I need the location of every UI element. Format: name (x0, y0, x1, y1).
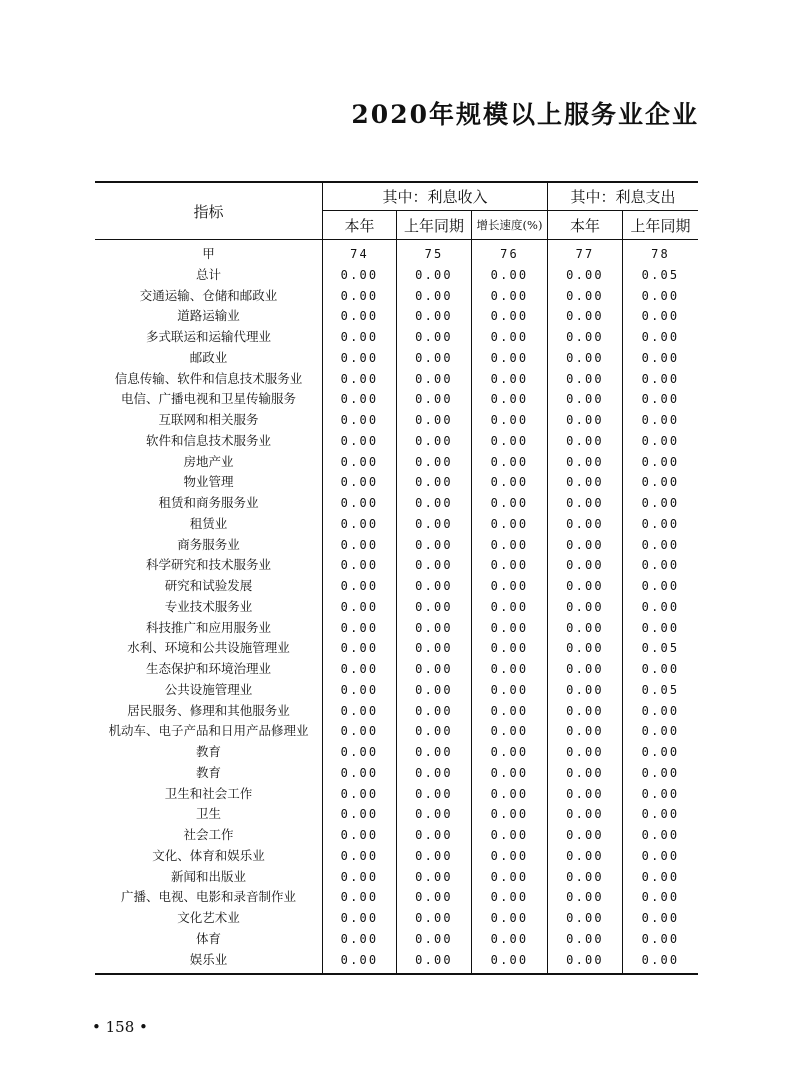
cell-value: 0.00 (490, 330, 529, 344)
row-label: 道路运输业 (177, 308, 240, 324)
table-row (95, 389, 698, 410)
cell-value: 0.00 (641, 309, 680, 324)
cell-value: 0.00 (490, 869, 529, 884)
cell-value: 0.00 (340, 537, 379, 552)
table-row (95, 369, 698, 390)
cell-value: 0.00 (641, 869, 680, 884)
cell-value: 77 (575, 247, 595, 261)
header-expense-current-year: 本年 (569, 216, 600, 235)
cell-value: 0.00 (415, 911, 453, 925)
table-row (95, 908, 698, 929)
cell-value: 0.00 (641, 911, 680, 925)
cell-value: 0.00 (490, 537, 529, 552)
cell-value: 0.00 (490, 682, 529, 697)
cell-value: 0.00 (566, 703, 604, 718)
cell-value: 0.00 (490, 703, 529, 718)
cell-value: 0.00 (415, 890, 453, 905)
cell-value: 0.00 (566, 288, 604, 303)
cell-value: 0.00 (340, 911, 379, 925)
row-label: 科技推广和应用服务业 (145, 619, 271, 635)
page-title: 2020年规模以上服务业企业 (351, 100, 699, 129)
table-row (95, 348, 698, 369)
cell-value: 0.00 (490, 931, 529, 946)
cell-value: 0.00 (415, 309, 453, 324)
cell-value: 0.00 (415, 516, 453, 531)
cell-value: 0.00 (566, 745, 604, 759)
cell-value: 0.00 (641, 931, 680, 946)
cell-value: 0.00 (490, 267, 529, 282)
cell-value: 0.00 (415, 931, 453, 946)
table-bottom-rule (95, 973, 698, 975)
cell-value: 0.00 (566, 267, 604, 282)
cell-value: 0.00 (415, 807, 453, 822)
cell-value: 0.00 (641, 662, 680, 676)
cell-value: 0.00 (415, 724, 453, 739)
table-row (95, 286, 698, 307)
header-income-last-year: 上年同期 (403, 216, 464, 235)
row-label: 商务服务业 (177, 536, 240, 552)
row-label: 居民服务、修理和其他服务业 (127, 702, 290, 718)
cell-value: 0.00 (340, 392, 379, 407)
cell-value: 0.00 (641, 371, 680, 386)
cell-value: 0.00 (566, 330, 604, 344)
cell-value: 0.00 (340, 641, 379, 656)
cell-value: 0.00 (490, 890, 529, 905)
cell-value: 0.00 (415, 682, 453, 697)
cell-value: 0.00 (641, 890, 680, 905)
cell-value: 0.00 (641, 828, 680, 842)
cell-value: 0.00 (566, 786, 604, 801)
cell-value: 0.00 (566, 911, 604, 925)
cell-value: 0.00 (340, 579, 379, 593)
cell-value: 0.00 (340, 745, 379, 759)
cell-value: 0.00 (415, 828, 453, 842)
cell-value: 0.00 (490, 288, 529, 303)
table-row (95, 763, 698, 784)
cell-value: 0.00 (490, 558, 529, 573)
cell-value: 0.00 (340, 309, 379, 324)
cell-value: 0.00 (415, 662, 453, 676)
cell-value: 0.00 (490, 641, 529, 656)
cell-value: 0.00 (641, 288, 680, 303)
cell-value: 0.00 (340, 267, 379, 282)
cell-value: 0.00 (490, 745, 529, 759)
row-label: 公共设施管理业 (164, 681, 253, 697)
cell-value: 0.00 (566, 371, 604, 386)
cell-value: 0.00 (566, 475, 604, 490)
cell-value: 0.00 (490, 516, 529, 531)
row-label: 机动车、电子产品和日用产品修理业 (108, 723, 309, 739)
cell-value: 0.00 (415, 433, 453, 448)
header-income-growth-rate: 增长速度(%) (476, 218, 543, 232)
cell-value: 0.00 (490, 496, 529, 510)
table-row (95, 887, 698, 908)
table-row (95, 721, 698, 742)
cell-value: 0.00 (566, 309, 604, 324)
table-row (95, 680, 698, 701)
cell-value: 0.00 (566, 828, 604, 842)
cell-value: 78 (651, 247, 670, 261)
cell-value: 0.00 (566, 641, 604, 656)
table-row (95, 535, 698, 556)
row-label: 物业管理 (183, 474, 234, 490)
cell-value: 0.00 (415, 765, 453, 780)
table-row (95, 867, 698, 888)
cell-value: 0.00 (340, 931, 379, 946)
table-row (95, 244, 698, 265)
cell-value: 75 (424, 247, 444, 261)
row-label: 总计 (195, 266, 221, 282)
row-label: 专业技术服务业 (164, 598, 253, 614)
cell-value: 0.00 (340, 599, 379, 614)
cell-value: 0.00 (415, 350, 453, 365)
header-income-current-year: 本年 (344, 216, 375, 235)
cell-value: 0.00 (415, 330, 453, 344)
table-row (95, 555, 698, 576)
cell-value: 0.00 (641, 516, 680, 531)
table-row (95, 514, 698, 535)
cell-value: 0.00 (340, 516, 379, 531)
row-label: 邮政业 (189, 349, 228, 365)
cell-value: 76 (500, 247, 519, 261)
cell-value: 0.00 (641, 620, 680, 635)
table-row (95, 784, 698, 805)
row-label: 新闻和出版业 (170, 868, 246, 884)
cell-value: 0.00 (340, 869, 379, 884)
cell-value: 0.00 (340, 620, 379, 635)
cell-value: 0.00 (490, 952, 529, 967)
cell-value: 0.00 (641, 413, 680, 427)
cell-value: 0.00 (340, 350, 379, 365)
row-label: 娱乐业 (189, 951, 228, 967)
cell-value: 0.00 (566, 620, 604, 635)
cell-value: 0.00 (641, 537, 680, 552)
cell-value: 0.00 (566, 579, 604, 593)
table-row (95, 597, 698, 618)
table-row (95, 493, 698, 514)
cell-value: 0.00 (490, 786, 529, 801)
cell-value: 0.00 (641, 330, 680, 344)
row-label: 教育 (195, 764, 221, 780)
row-label: 互联网和相关服务 (158, 412, 259, 427)
cell-value: 0.00 (415, 413, 453, 427)
cell-value: 0.00 (340, 724, 379, 739)
cell-value: 0.00 (566, 682, 604, 697)
row-label: 交通运输、仓储和邮政业 (139, 287, 278, 303)
header-interest-income: 其中：利息收入 (382, 188, 488, 206)
cell-value: 0.00 (566, 869, 604, 884)
cell-value: 0.00 (641, 848, 680, 863)
page-number: • 158 • (92, 1018, 148, 1036)
cell-value: 0.00 (641, 496, 680, 510)
row-label: 生态保护和环境治理业 (145, 661, 271, 676)
row-label: 文化艺术业 (177, 910, 240, 925)
cell-value: 0.00 (641, 765, 680, 780)
cell-value: 0.00 (566, 599, 604, 614)
table-row (95, 742, 698, 763)
cell-value: 0.00 (340, 848, 379, 863)
cell-value: 0.00 (641, 807, 680, 822)
cell-value: 0.00 (340, 786, 379, 801)
cell-value: 0.00 (641, 703, 680, 718)
cell-value: 0.00 (641, 350, 680, 365)
cell-value: 0.00 (340, 475, 379, 490)
cell-value: 0.00 (340, 433, 379, 448)
cell-value: 0.00 (641, 599, 680, 614)
cell-value: 0.00 (566, 392, 604, 407)
table-row (95, 804, 698, 825)
cell-value: 0.00 (415, 454, 453, 469)
cell-value: 0.00 (415, 496, 453, 510)
cell-value: 0.00 (641, 475, 680, 490)
row-label: 广播、电视、电影和录音制作业 (120, 889, 296, 905)
cell-value: 0.00 (566, 765, 604, 780)
cell-value: 0.00 (566, 516, 604, 531)
cell-value: 0.00 (490, 371, 529, 386)
cell-value: 0.05 (641, 641, 680, 656)
cell-value: 0.00 (641, 579, 680, 593)
cell-value: 0.00 (641, 558, 680, 573)
cell-value: 0.00 (641, 786, 680, 801)
cell-value: 0.05 (641, 267, 680, 282)
row-label: 甲 (202, 246, 215, 261)
cell-value: 0.00 (415, 537, 453, 552)
table-row (95, 701, 698, 722)
cell-value: 0.00 (566, 952, 604, 967)
cell-value: 0.00 (415, 579, 453, 593)
cell-value: 0.00 (340, 682, 379, 697)
cell-value: 0.00 (490, 309, 529, 324)
cell-value: 0.00 (641, 745, 680, 759)
table-row (95, 472, 698, 493)
cell-value: 0.00 (415, 848, 453, 863)
row-label: 文化、体育和娱乐业 (152, 847, 265, 863)
row-label: 卫生和社会工作 (164, 785, 253, 801)
row-label: 科学研究和技术服务业 (145, 557, 271, 573)
cell-value: 0.00 (490, 350, 529, 365)
cell-value: 74 (350, 247, 369, 261)
row-label: 卫生 (195, 806, 221, 822)
cell-value: 0.00 (490, 475, 529, 490)
row-label: 软件和信息技术服务业 (145, 432, 271, 448)
row-label: 社会工作 (183, 827, 234, 842)
table-row (95, 265, 698, 286)
cell-value: 0.00 (340, 288, 379, 303)
cell-value: 0.00 (566, 890, 604, 905)
cell-value: 0.00 (340, 890, 379, 905)
cell-value: 0.00 (340, 765, 379, 780)
header-interest-expense: 其中：利息支出 (570, 188, 676, 206)
cell-value: 0.00 (490, 454, 529, 469)
cell-value: 0.00 (415, 786, 453, 801)
cell-value: 0.00 (566, 848, 604, 863)
row-label: 租赁业 (189, 515, 228, 531)
cell-value: 0.00 (415, 599, 453, 614)
cell-value: 0.00 (490, 765, 529, 780)
cell-value: 0.00 (490, 911, 529, 925)
row-label: 研究和试验发展 (164, 578, 253, 593)
cell-value: 0.00 (566, 350, 604, 365)
cell-value: 0.00 (340, 807, 379, 822)
cell-value: 0.00 (490, 724, 529, 739)
row-label: 电信、广播电视和卫星传输服务 (120, 391, 296, 407)
cell-value: 0.00 (566, 724, 604, 739)
table-row (95, 846, 698, 867)
cell-value: 0.00 (566, 931, 604, 946)
row-label: 多式联运和运输代理业 (145, 329, 271, 344)
cell-value: 0.00 (415, 703, 453, 718)
cell-value: 0.00 (415, 952, 453, 967)
cell-value: 0.00 (490, 599, 529, 614)
cell-value: 0.05 (641, 682, 680, 697)
row-label: 房地产业 (183, 453, 234, 469)
cell-value: 0.00 (566, 413, 604, 427)
row-label: 水利、环境和公共设施管理业 (127, 640, 290, 656)
cell-value: 0.00 (641, 392, 680, 407)
table-row (95, 929, 698, 950)
cell-value: 0.00 (490, 413, 529, 427)
cell-value: 0.00 (340, 662, 379, 676)
cell-value: 0.00 (340, 371, 379, 386)
cell-value: 0.00 (490, 807, 529, 822)
cell-value: 0.00 (490, 620, 529, 635)
cell-value: 0.00 (641, 952, 680, 967)
cell-value: 0.00 (641, 454, 680, 469)
cell-value: 0.00 (566, 537, 604, 552)
cell-value: 0.00 (340, 703, 379, 718)
cell-value: 0.00 (415, 641, 453, 656)
table-row (95, 659, 698, 680)
cell-value: 0.00 (490, 848, 529, 863)
cell-value: 0.00 (566, 433, 604, 448)
table-row (95, 638, 698, 659)
table-row (95, 950, 698, 971)
table-row (95, 431, 698, 452)
cell-value: 0.00 (415, 475, 453, 490)
cell-value: 0.00 (490, 433, 529, 448)
cell-value: 0.00 (566, 454, 604, 469)
header-indicator: 指标 (193, 202, 224, 221)
cell-value: 0.00 (566, 807, 604, 822)
row-label: 租赁和商务服务业 (158, 495, 259, 510)
cell-value: 0.00 (490, 579, 529, 593)
cell-value: 0.00 (641, 724, 680, 739)
cell-value: 0.00 (415, 620, 453, 635)
cell-value: 0.00 (415, 392, 453, 407)
row-label: 体育 (195, 930, 221, 946)
cell-value: 0.00 (566, 662, 604, 676)
table-row (95, 452, 698, 473)
cell-value: 0.00 (340, 828, 379, 842)
cell-value: 0.00 (490, 828, 529, 842)
cell-value: 0.00 (340, 413, 379, 427)
cell-value: 0.00 (340, 952, 379, 967)
cell-value: 0.00 (340, 454, 379, 469)
table-row (95, 825, 698, 846)
cell-value: 0.00 (490, 392, 529, 407)
row-label: 教育 (195, 744, 221, 759)
cell-value: 0.00 (415, 288, 453, 303)
cell-value: 0.00 (340, 496, 379, 510)
table-row (95, 410, 698, 431)
cell-value: 0.00 (415, 558, 453, 573)
header-expense-last-year: 上年同期 (630, 216, 691, 235)
cell-value: 0.00 (340, 558, 379, 573)
cell-value: 0.00 (415, 745, 453, 759)
table-row (95, 618, 698, 639)
cell-value: 0.00 (415, 371, 453, 386)
cell-value: 0.00 (641, 433, 680, 448)
cell-value: 0.00 (415, 267, 453, 282)
cell-value: 0.00 (490, 662, 529, 676)
cell-value: 0.00 (566, 558, 604, 573)
table-row (95, 327, 698, 348)
table-row (95, 576, 698, 597)
cell-value: 0.00 (340, 330, 379, 344)
cell-value: 0.00 (566, 496, 604, 510)
table-row (95, 306, 698, 327)
cell-value: 0.00 (415, 869, 453, 884)
row-label: 信息传输、软件和信息技术服务业 (114, 370, 303, 386)
